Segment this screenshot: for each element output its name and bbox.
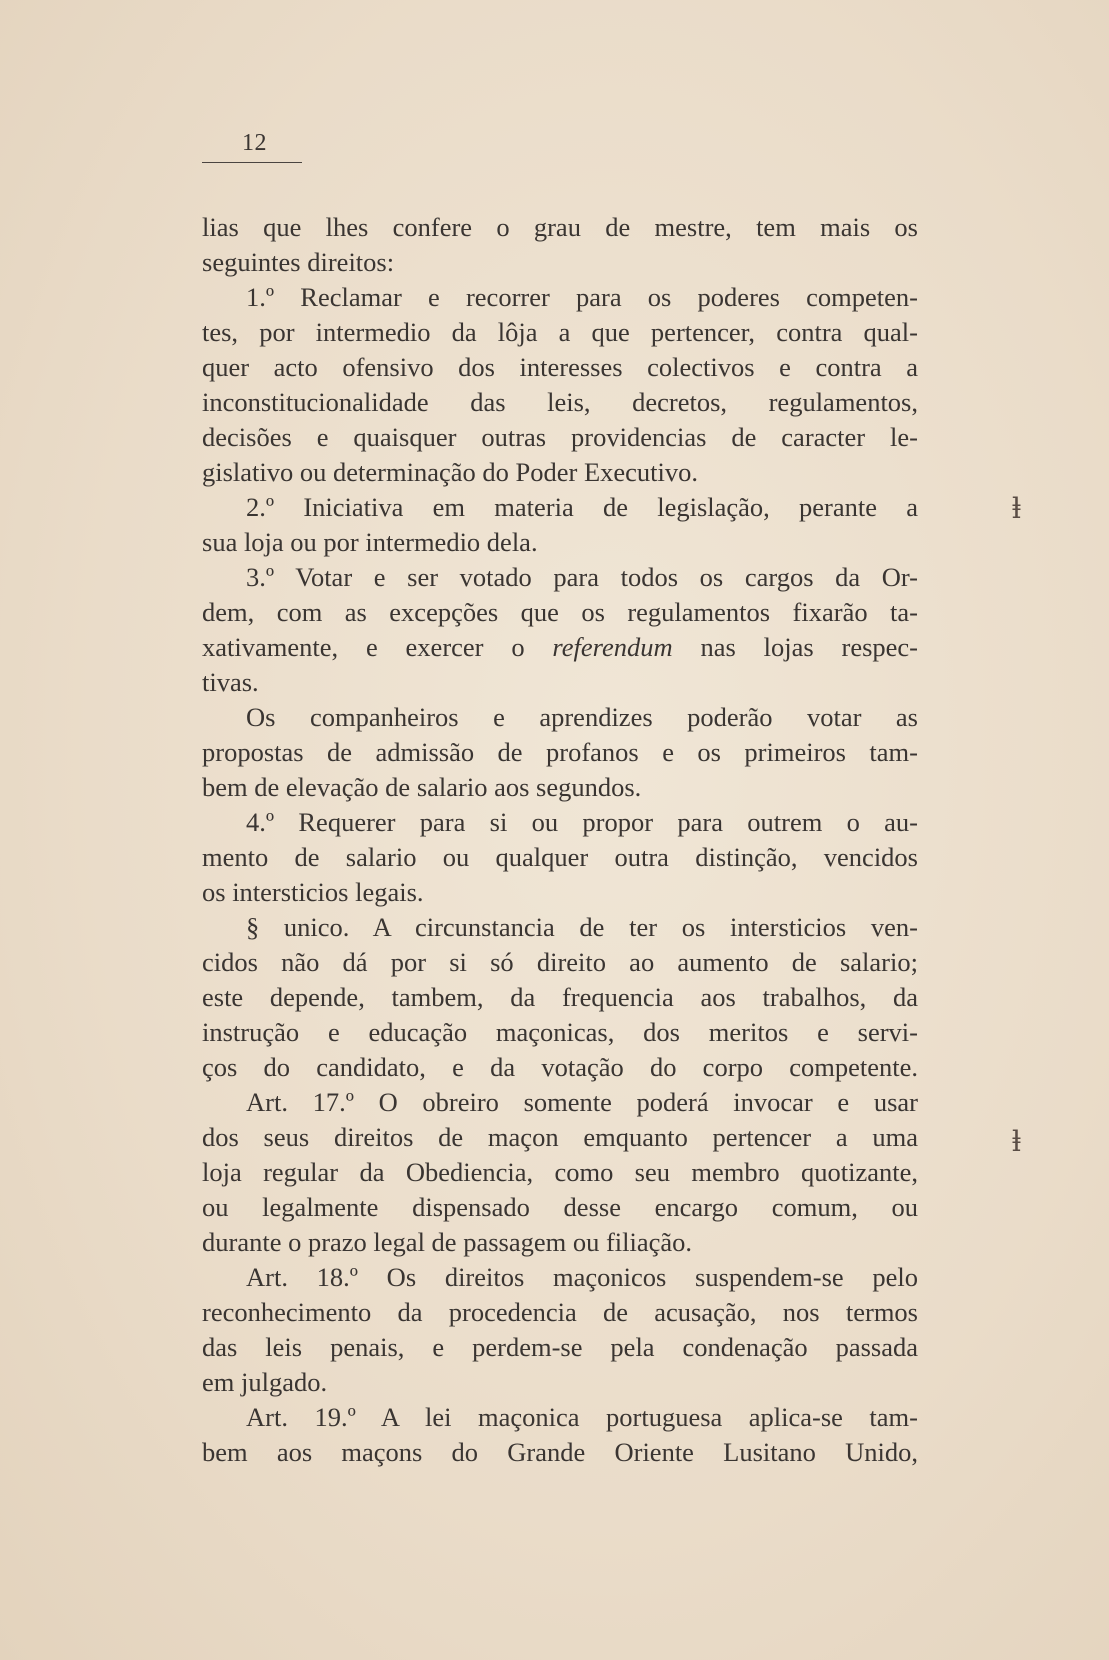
text-line: bem aos maçons do Grande Oriente Lusitano Unido, <box>202 1437 918 1467</box>
text-line: 3.º Votar e ser votado para todos os cargos da Or- <box>246 562 918 592</box>
text-line: decisões e quaisquer outras providencias de caracter le- <box>202 422 918 452</box>
margin-mark-icon: ⱡ <box>1012 492 1021 525</box>
text-line: quer acto ofensivo dos interesses colectivos e contra a <box>202 352 918 382</box>
text-line: tes, por intermedio da lôja a que pertencer, contra qual- <box>202 317 918 347</box>
text-line: instrução e educação maçonicas, dos meritos e servi- <box>202 1017 918 1047</box>
text-line: 4.º Requerer para si ou propor para outrem o au- <box>246 807 918 837</box>
text-line: dem, com as excepções que os regulamentos fixarão ta- <box>202 597 918 627</box>
text-line: ços do candidato, e da votação do corpo competente. <box>202 1052 918 1082</box>
text-line: Art. 18.º Os direitos maçonicos suspendem-se pelo <box>246 1262 918 1292</box>
text-line: lias que lhes confere o grau de mestre, tem mais os <box>202 212 918 242</box>
text-line: seguintes direitos: <box>202 247 395 277</box>
margin-mark-icon: ⱡ <box>1012 1125 1021 1158</box>
page-number-rule <box>202 162 302 163</box>
text-line: sua loja ou por intermedio dela. <box>202 527 538 557</box>
text-line: os intersticios legais. <box>202 877 424 907</box>
text-line: Art. 17.º O obreiro somente poderá invocar e usar <box>246 1087 918 1117</box>
text-line: inconstitucionalidade das leis, decretos, regulamentos, <box>202 387 918 417</box>
text-line: mento de salario ou qualquer outra distinção, vencidos <box>202 842 918 872</box>
text-line: § unico. A circunstancia de ter os intersticios ven- <box>246 912 918 942</box>
body-text <box>202 210 918 1470</box>
text-line: 2.º Iniciativa em materia de legislação, perante a <box>246 492 918 522</box>
text-segment: xativamente, e exercer o <box>202 632 553 662</box>
text-line: dos seus direitos de maçon emquanto pertencer a uma <box>202 1122 918 1152</box>
text-line: reconhecimento da procedencia de acusação, nos termos <box>202 1297 918 1327</box>
text-line: gislativo ou determinação do Poder Executivo. <box>202 457 699 487</box>
text-line: loja regular da Obediencia, como seu membro quotizante, <box>202 1157 918 1187</box>
text-line: Art. 19.º A lei maçonica portuguesa aplica-se tam- <box>246 1402 918 1432</box>
text-segment: nas lojas respec- <box>672 632 918 662</box>
text-line: em julgado. <box>202 1367 328 1397</box>
text-line: tivas. <box>202 667 259 697</box>
text-line: propostas de admissão de profanos e os primeiros tam- <box>202 737 918 767</box>
text-line-with-italic <box>202 630 918 665</box>
text-line: durante o prazo legal de passagem ou filiação. <box>202 1227 693 1257</box>
text-line: 1.º Reclamar e recorrer para os poderes competen- <box>246 282 918 312</box>
text-line: das leis penais, e perdem-se pela condenação passada <box>202 1332 918 1362</box>
text-line: este depende, tambem, da frequencia aos trabalhos, da <box>202 982 918 1012</box>
text-line: bem de elevação de salario aos segundos. <box>202 772 642 802</box>
page-number: 12 <box>242 130 267 156</box>
text-line: ou legalmente dispensado desse encargo comum, ou <box>202 1192 918 1222</box>
text-line: cidos não dá por si só direito ao aumento de salario; <box>202 947 918 977</box>
text-line: Os companheiros e aprendizes poderão votar as <box>246 702 918 732</box>
italic-term-referendum: referendum <box>552 632 673 662</box>
